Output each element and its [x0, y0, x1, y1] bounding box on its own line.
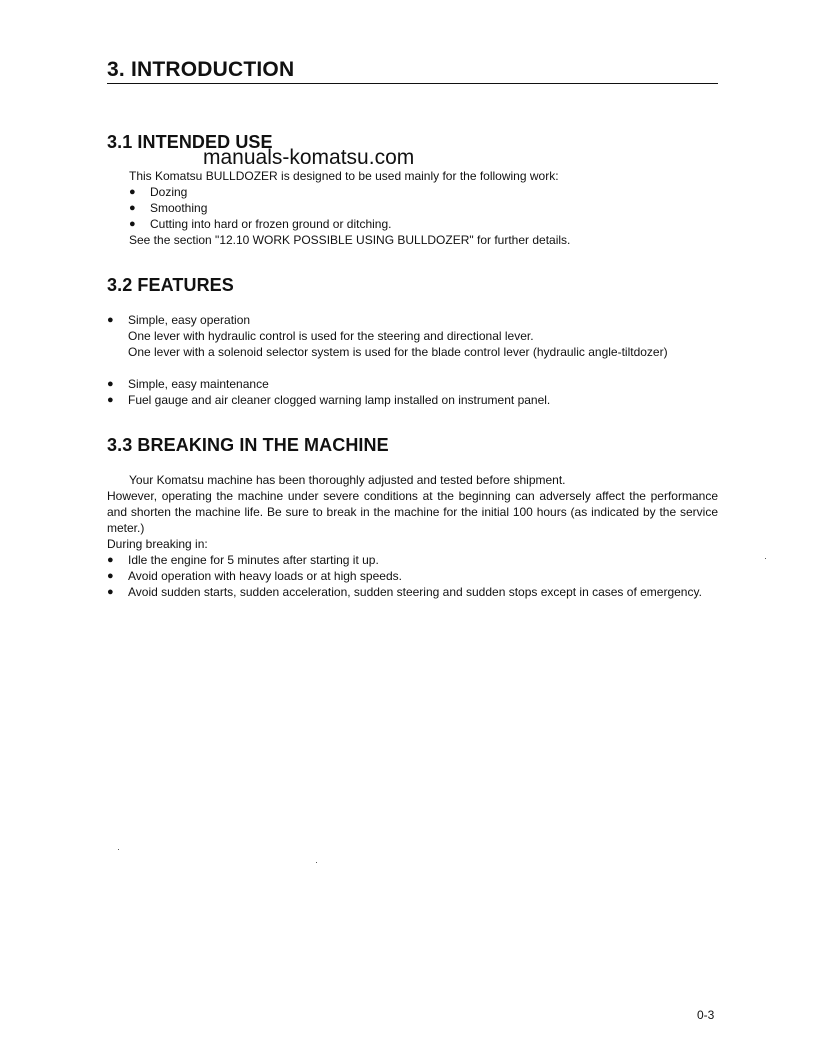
- scan-speck: [316, 862, 317, 863]
- watermark: manuals-komatsu.com: [203, 146, 415, 169]
- feature-item-title: Fuel gauge and air cleaner clogged warning lamp installed on instrument panel.: [128, 393, 551, 407]
- bullet-icon: ●: [107, 554, 114, 566]
- feature-item-title: Simple, easy maintenance: [128, 377, 269, 391]
- scan-speck: [118, 849, 119, 850]
- intended-use-item: Cutting into hard or frozen ground or ditching.: [150, 217, 392, 231]
- bullet-icon: ●: [129, 202, 136, 214]
- chapter-title-underline: [107, 83, 718, 84]
- bullet-icon: ●: [129, 186, 136, 198]
- intended-use-intro: This Komatsu BULLDOZER is designed to be used mainly for the following work:: [129, 169, 559, 183]
- breaking-in-item: Avoid sudden starts, sudden acceleration, sudden steering and sudden stops except in cases of emergency.: [128, 585, 702, 599]
- breaking-in-item: Avoid operation with heavy loads or at high speeds.: [128, 569, 402, 583]
- intended-use-item: Smoothing: [150, 201, 208, 215]
- intended-use-item: Dozing: [150, 185, 188, 199]
- breaking-in-item: Idle the engine for 5 minutes after starting it up.: [128, 553, 379, 567]
- breaking-in-paragraph: Your Komatsu machine has been thoroughly adjusted and tested before shipment.: [129, 473, 566, 487]
- section-heading-features: 3.2 FEATURES: [107, 275, 234, 295]
- feature-item-detail: One lever with a solenoid selector system is used for the blade control lever (hydraulic angle-tiltdozer): [128, 345, 668, 359]
- intended-use-footer: See the section "12.10 WORK POSSIBLE USING BULLDOZER" for further details.: [129, 233, 571, 247]
- feature-item-title: Simple, easy operation: [128, 313, 251, 327]
- bullet-icon: ●: [107, 570, 114, 582]
- bullet-icon: ●: [107, 394, 114, 406]
- bullet-icon: ●: [107, 378, 114, 390]
- chapter-title: 3. INTRODUCTION: [107, 58, 295, 81]
- bullet-icon: ●: [129, 218, 136, 230]
- section-heading-intended-use: 3.1 INTENDED USE: [107, 132, 273, 152]
- bullet-icon: ●: [107, 586, 114, 598]
- scan-speck: [765, 558, 766, 559]
- breaking-in-paragraph: During breaking in:: [107, 537, 208, 551]
- section-heading-breaking-in: 3.3 BREAKING IN THE MACHINE: [107, 435, 389, 455]
- breaking-in-paragraph: However, operating the machine under severe conditions at the beginning can adversely affect the performance and shorten the machine life. Be sure to break in the machine for the initial 100 hours (as indicated by the service meter.): [107, 489, 718, 535]
- bullet-icon: ●: [107, 314, 114, 326]
- page-number: 0-3: [697, 1008, 715, 1022]
- feature-item-detail: One lever with hydraulic control is used for the steering and directional lever.: [128, 329, 534, 343]
